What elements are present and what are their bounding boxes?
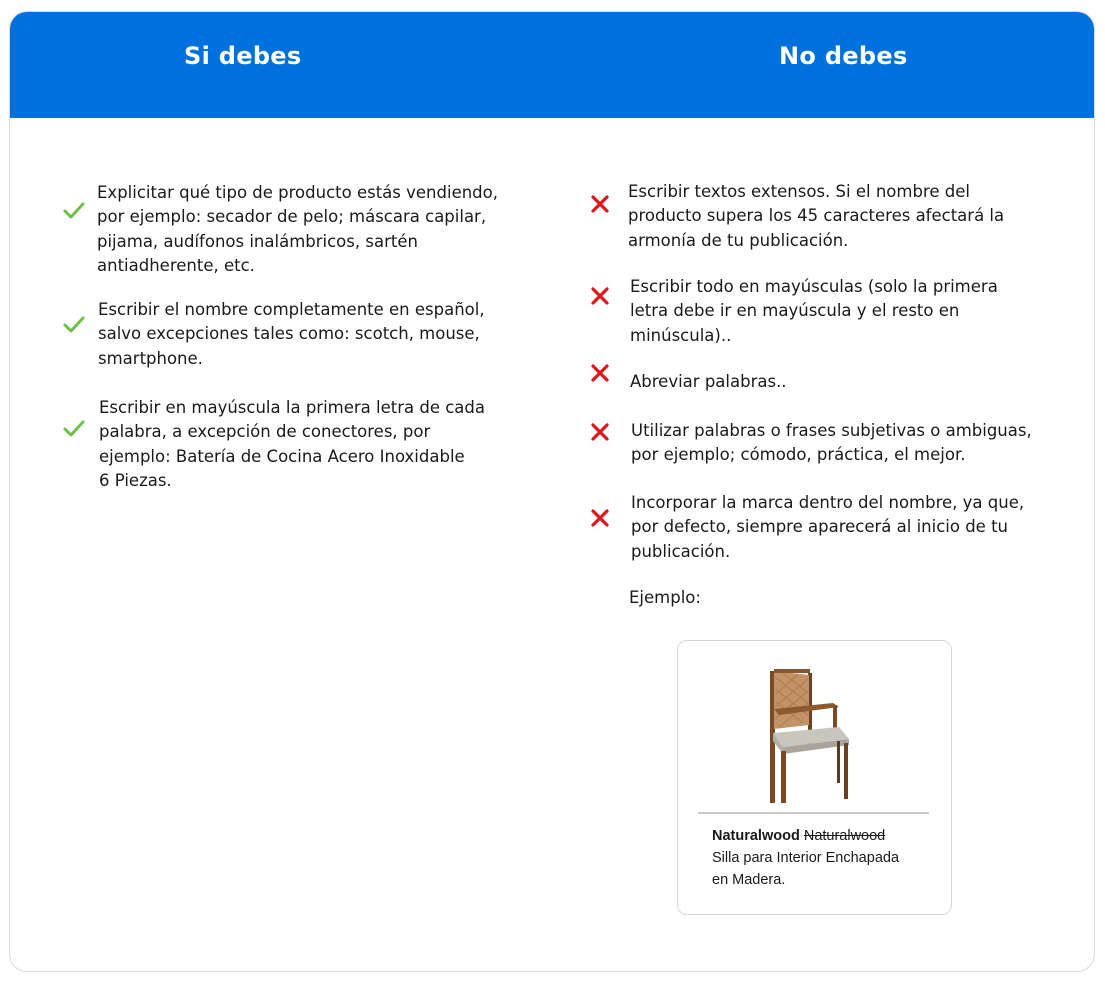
- list-item-line: salvo excepciones tales como: scotch, mouse,: [98, 324, 480, 344]
- list-item-line: minúscula)..: [630, 325, 732, 345]
- list-item-line: por ejemplo: secador de pelo; máscara capilar,: [97, 207, 487, 227]
- list-item-line: producto supera los 45 caracteres afectará la: [628, 206, 1005, 226]
- list-item-line: antiadherente, etc.: [97, 256, 255, 276]
- example-product-card: [677, 640, 952, 915]
- header-bar: [10, 12, 1094, 118]
- list-item-line: palabra, a excepción de conectores, por: [99, 422, 431, 442]
- dont-list-item: [630, 275, 998, 348]
- list-item-line: Explicitar qué tipo de producto estás vendiendo,: [97, 183, 498, 202]
- product-brand: Naturalwood: [712, 828, 800, 844]
- list-item-line: publicación.: [631, 541, 731, 561]
- dont-list-item: [631, 419, 1032, 468]
- list-item-line: Escribir textos extensos. Si el nombre del: [628, 182, 970, 201]
- list-item-line: Escribir en mayúscula la primera letra de cada: [99, 398, 486, 417]
- cross-icon: [589, 362, 611, 384]
- list-item-line: ejemplo: Batería de Cocina Acero Inoxidable: [99, 446, 465, 466]
- dont-heading: No debes: [779, 42, 908, 70]
- cross-icon: [589, 421, 611, 443]
- list-item-line: 6 Piezas.: [99, 471, 172, 491]
- check-icon: [63, 199, 85, 221]
- list-item-line: Utilizar palabras o frases subjetivas o ambiguas,: [631, 421, 1032, 440]
- cross-icon: [589, 193, 611, 215]
- product-info: [712, 825, 937, 891]
- list-item-line: pijama, audífonos inalámbricos, sartén: [97, 231, 418, 251]
- list-item-line: Escribir el nombre completamente en español,: [98, 300, 485, 319]
- list-item-line: letra debe ir en mayúscula y el resto en: [630, 301, 960, 321]
- product-brand-strikethrough: Naturalwood: [803, 828, 886, 844]
- example-label: Ejemplo:: [629, 588, 701, 607]
- chair-image: [753, 663, 873, 805]
- check-icon: [63, 313, 85, 335]
- dont-list-item: [631, 491, 1024, 564]
- list-item-line: por ejemplo; cómodo, práctica, el mejor.: [631, 445, 966, 465]
- dont-list-item: [630, 370, 787, 394]
- do-list-item: [99, 396, 485, 494]
- dont-list-item: [628, 180, 1004, 253]
- list-item-line: smartphone.: [98, 348, 203, 368]
- cross-icon: [589, 507, 611, 529]
- do-list-item: [97, 181, 498, 279]
- card-divider: [698, 812, 929, 814]
- list-item-line: Incorporar la marca dentro del nombre, ya que,: [631, 493, 1025, 512]
- list-item-line: por defecto, siempre aparecerá al inicio de tu: [631, 517, 1008, 537]
- list-item-line: Abreviar palabras..: [630, 372, 787, 391]
- check-icon: [63, 417, 85, 439]
- product-name-line2: en Madera.: [712, 872, 786, 888]
- product-name-line1: Silla para Interior Enchapada: [712, 850, 900, 866]
- list-item-line: armonía de tu publicación.: [628, 230, 849, 250]
- cross-icon: [589, 285, 611, 307]
- list-item-line: Escribir todo en mayúsculas (solo la primera: [630, 277, 998, 296]
- do-list-item: [98, 298, 485, 371]
- do-heading: Si debes: [184, 42, 302, 70]
